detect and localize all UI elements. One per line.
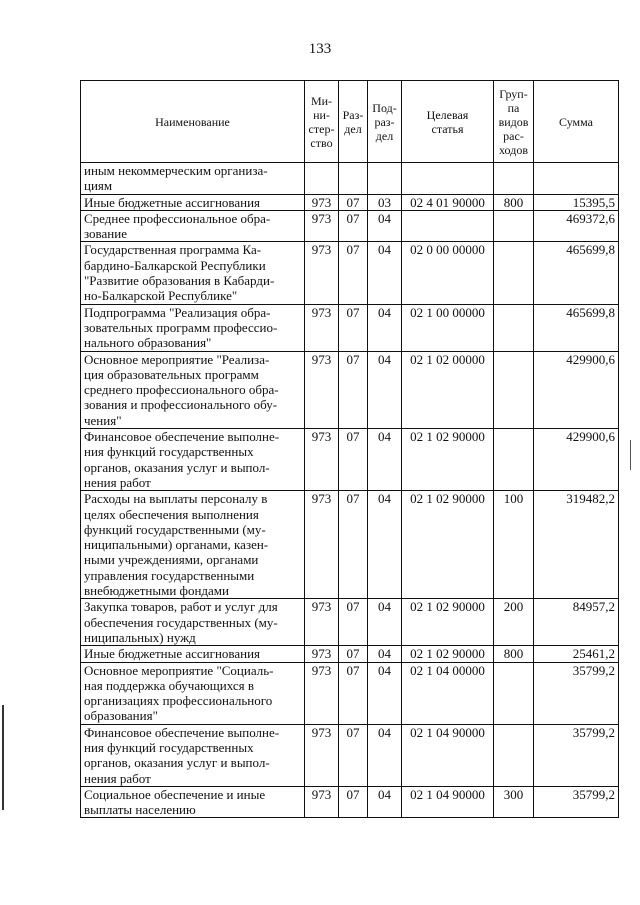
cell-target: 02 4 01 90000 <box>402 194 494 210</box>
cell-ministry: 973 <box>305 429 339 491</box>
cell-sum: 319482,2 <box>534 491 619 599</box>
cell-ministry: 973 <box>305 724 339 786</box>
cell-subsection: 03 <box>368 194 402 210</box>
cell-group <box>494 163 534 195</box>
cell-subsection: 04 <box>368 429 402 491</box>
cell-section: 07 <box>339 351 368 428</box>
header-row <box>81 81 619 163</box>
cell-section: 07 <box>339 599 368 646</box>
cell-name: Расходы на выплаты персоналу в целях обеспечения выполнения функций государственными (му- ниципальными) органами, казен- ными учреждениями, органами управления государственными внебюджетными фондами <box>81 491 305 599</box>
table-row <box>81 429 619 491</box>
table-row <box>81 724 619 786</box>
cell-group <box>494 429 534 491</box>
cell-sum: 35799,2 <box>534 786 619 818</box>
cell-sum: 429900,6 <box>534 429 619 491</box>
cell-sum <box>534 163 619 195</box>
cell-sum: 84957,2 <box>534 599 619 646</box>
cell-group: 200 <box>494 599 534 646</box>
cell-name: Подпрограмма "Реализация обра- зовательных программ профессио- нального образования" <box>81 304 305 351</box>
cell-target <box>402 210 494 242</box>
margin-tick <box>630 440 632 470</box>
cell-subsection: 04 <box>368 491 402 599</box>
cell-section: 07 <box>339 724 368 786</box>
cell-ministry <box>305 163 339 195</box>
cell-ministry: 973 <box>305 599 339 646</box>
table-row <box>81 786 619 818</box>
cell-name: Основное мероприятие "Реализа- ция образовательных программ среднего профессионального обра- зования и профессионального обу- чения" <box>81 351 305 428</box>
header-group: Груп- па видов рас- ходов <box>494 81 534 163</box>
cell-group <box>494 304 534 351</box>
cell-name: Государственная программа Ка- бардино-Балкарской Республики "Развитие образования в Кабарди- но-Балкарской Республике" <box>81 242 305 304</box>
cell-name: Среднее профессиональное обра- зование <box>81 210 305 242</box>
cell-ministry: 973 <box>305 646 339 662</box>
cell-target <box>402 163 494 195</box>
cell-group: 100 <box>494 491 534 599</box>
cell-name: Закупка товаров, работ и услуг для обеспечения государственных (му- ниципальных) нужд <box>81 599 305 646</box>
cell-target: 02 0 00 00000 <box>402 242 494 304</box>
table-row <box>81 210 619 242</box>
cell-subsection: 04 <box>368 724 402 786</box>
cell-name: Социальное обеспечение и иные выплаты населению <box>81 786 305 818</box>
header-name: Наименование <box>81 81 305 163</box>
cell-target: 02 1 04 90000 <box>402 724 494 786</box>
cell-section: 07 <box>339 429 368 491</box>
cell-target: 02 1 02 90000 <box>402 599 494 646</box>
table-row <box>81 242 619 304</box>
cell-section: 07 <box>339 304 368 351</box>
cell-subsection: 04 <box>368 210 402 242</box>
table-row <box>81 646 619 662</box>
cell-ministry: 973 <box>305 242 339 304</box>
cell-subsection: 04 <box>368 786 402 818</box>
cell-target: 02 1 02 00000 <box>402 351 494 428</box>
cell-target: 02 1 04 00000 <box>402 662 494 724</box>
cell-ministry: 973 <box>305 662 339 724</box>
cell-sum: 469372,6 <box>534 210 619 242</box>
cell-sum: 465699,8 <box>534 242 619 304</box>
table-row <box>81 163 619 195</box>
cell-name: Финансовое обеспечение выполне- ния функций государственных органов, оказания услуг и выпол- нения работ <box>81 429 305 491</box>
cell-target: 02 1 00 00000 <box>402 304 494 351</box>
cell-subsection: 04 <box>368 599 402 646</box>
cell-section: 07 <box>339 194 368 210</box>
cell-sum: 15395,5 <box>534 194 619 210</box>
cell-name: Финансовое обеспечение выполне- ния функций государственных органов, оказания услуг и выпол- нения работ <box>81 724 305 786</box>
cell-name: Иные бюджетные ассигнования <box>81 194 305 210</box>
table-row <box>81 304 619 351</box>
cell-ministry: 973 <box>305 304 339 351</box>
cell-subsection: 04 <box>368 646 402 662</box>
header-ministry: Ми- ни- стер- ство <box>305 81 339 163</box>
cell-section: 07 <box>339 646 368 662</box>
cell-name: Основное мероприятие "Социаль- ная поддержка обучающихся в организациях профессионального образования" <box>81 662 305 724</box>
table-row <box>81 599 619 646</box>
cell-sum: 429900,6 <box>534 351 619 428</box>
cell-subsection: 04 <box>368 304 402 351</box>
cell-ministry: 973 <box>305 210 339 242</box>
table-row <box>81 351 619 428</box>
cell-group: 800 <box>494 194 534 210</box>
cell-section: 07 <box>339 491 368 599</box>
cell-subsection: 04 <box>368 242 402 304</box>
cell-name: Иные бюджетные ассигнования <box>81 646 305 662</box>
cell-group: 300 <box>494 786 534 818</box>
cell-group <box>494 210 534 242</box>
cell-sum: 35799,2 <box>534 662 619 724</box>
cell-sum: 25461,2 <box>534 646 619 662</box>
header-section: Раз- дел <box>339 81 368 163</box>
cell-subsection <box>368 163 402 195</box>
cell-section: 07 <box>339 242 368 304</box>
cell-section: 07 <box>339 210 368 242</box>
cell-section: 07 <box>339 662 368 724</box>
cell-target: 02 1 04 90000 <box>402 786 494 818</box>
cell-ministry: 973 <box>305 491 339 599</box>
cell-section <box>339 163 368 195</box>
table-row <box>81 662 619 724</box>
cell-target: 02 1 02 90000 <box>402 646 494 662</box>
cell-group <box>494 351 534 428</box>
cell-ministry: 973 <box>305 194 339 210</box>
cell-group <box>494 724 534 786</box>
budget-table <box>80 80 619 818</box>
header-target: Целевая статья <box>402 81 494 163</box>
cell-section: 07 <box>339 786 368 818</box>
cell-target: 02 1 02 90000 <box>402 429 494 491</box>
cell-group: 800 <box>494 646 534 662</box>
header-sum: Сумма <box>534 81 619 163</box>
table-row <box>81 194 619 210</box>
cell-subsection: 04 <box>368 351 402 428</box>
cell-ministry: 973 <box>305 351 339 428</box>
page-number: 133 <box>308 41 332 57</box>
cell-group <box>494 242 534 304</box>
cell-name: иным некоммерческим организа- циям <box>81 163 305 195</box>
cell-sum: 35799,2 <box>534 724 619 786</box>
table-row <box>81 491 619 599</box>
cell-ministry: 973 <box>305 786 339 818</box>
cell-subsection: 04 <box>368 662 402 724</box>
header-subsection: Под- раз- дел <box>368 81 402 163</box>
cell-target: 02 1 02 90000 <box>402 491 494 599</box>
cell-sum: 465699,8 <box>534 304 619 351</box>
cell-group <box>494 662 534 724</box>
margin-mark <box>2 705 7 810</box>
